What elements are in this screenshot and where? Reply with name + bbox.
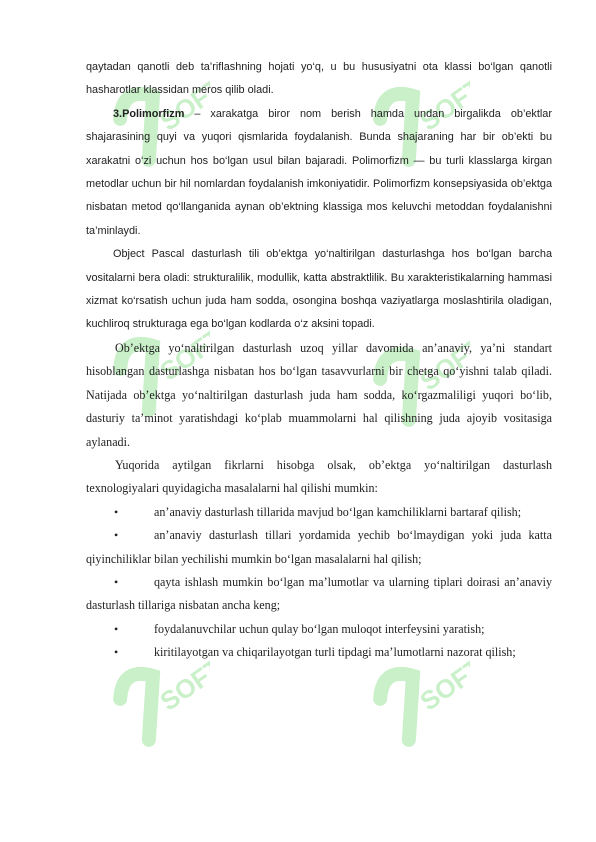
svg-text:SOFT: SOFT <box>414 72 470 137</box>
svg-text:SOFT: SOFT <box>154 652 210 717</box>
list-item-text: an’anaviy dasturlash tillari yordamida yechib bo‘lmaydigan yoki juda katta qiyinchiliklar bilan yechilishi mumkin bo‘lgan masalalarni hal qilish; <box>86 528 552 566</box>
bullet-icon: • <box>114 621 119 636</box>
paragraph: Yuqorida aytilgan fikrlarni hisobga olsak, ob’ektga yo‘naltirilgan dasturlash texnologiyalari quyidagicha masalalarni hal qilishi mumkin: <box>86 457 552 496</box>
svg-text:SOFT: SOFT <box>414 652 470 717</box>
document-body <box>86 56 552 665</box>
list-item-text: kiritilayotgan va chiqarilayotgan turli tipdagi ma’lumotlarni nazorat qilish; <box>154 645 516 660</box>
list-item <box>86 524 552 571</box>
bullet-icon: • <box>114 504 119 519</box>
list-item <box>86 618 552 641</box>
svg-text:SOFT: SOFT <box>154 72 210 137</box>
list-item <box>86 501 552 524</box>
bullet-icon: • <box>114 574 119 589</box>
svg-text:SOFT: SOFT <box>154 322 210 387</box>
list-item-text: an’anaviy dasturlash tillarida mavjud bo‘lgan kamchiliklarni bartaraf qilish; <box>154 504 522 519</box>
paragraph: Object Pascal dasturlash tili ob’ektga yo‘naltirilgan dasturlashga hos bo‘lgan barcha vositalarni bera oladi: strukturalilik, modullik, katta abstraktlilik. Bu xarakteristikalarning hammasi xizmat ko‘rsatish uchun juda ham sodda, osongina boshqa vaziyatlarga moslashtirila oladigan, kuchliroq strukturaga ega bo‘lgan kodlarda o‘z aksini topadi. <box>86 248 552 331</box>
paragraph: qaytadan qanotli deb ta’riflashning hojati yo‘q, u bu hususiyatni ota klassi bo‘lgan qanotli hasharotlar klassidan meros qilib oladi. <box>86 61 552 97</box>
paragraph: Ob’ektga yo‘naltirilgan dasturlash uzoq yillar davomida an’anaviy, ya’ni standart hisoblangan dasturlashga nisbatan hos bo‘lgan tasavvurlarni bir chetga qo‘yishni talab qiladi. Natijada ob’ektga yo‘naltirilgan dasturlash juda ham sodda, ko‘rgazmaliligi yuqori bo‘lib, dasturiy ta’minot yaratishdagi ko‘plab muammolarni hal qilishning juda ajoyib vositasiga aylanadi. <box>86 340 552 449</box>
bullet-icon: • <box>114 645 119 660</box>
paragraph-text: – xarakatga biror nom berish hamda undan birgalikda ob’ektlar shajarasining quyi va yuqori qismlarida foydalanish. Bunda shajaraning har bir ob’ekti bu xarakatni o‘zi uchun hos bo‘lgan usul bilan bajaradi. Polimorfizm — bu turli klasslarga kirgan metodlar uchun bir hil nomlardan foydalanish imkoniyatidir. Polimorfizm konsepsiyasida ob’ektga nisbatan metod qo‘llanganida aynan ob’ektning klassiga mos keluvchi metoddan foydalanishni ta’minlaydi. <box>86 107 552 237</box>
list-item <box>86 571 552 618</box>
list-item <box>86 641 552 664</box>
bullet-icon: • <box>114 528 119 543</box>
paragraph-polymorphism <box>86 103 552 243</box>
list-item-text: qayta ishlash mumkin bo‘lgan ma’lumotlar va ularning tiplari doirasi an’anaviy dasturlash tillariga nisbatan ancha keng; <box>86 574 552 613</box>
list-item-text: foydalanuvchilar uchun qulay bo‘lgan muloqot interfeysini yaratish; <box>154 621 485 636</box>
section-heading: 3.Polimorfizm <box>113 107 185 120</box>
svg-text:SOFT: SOFT <box>414 332 470 397</box>
